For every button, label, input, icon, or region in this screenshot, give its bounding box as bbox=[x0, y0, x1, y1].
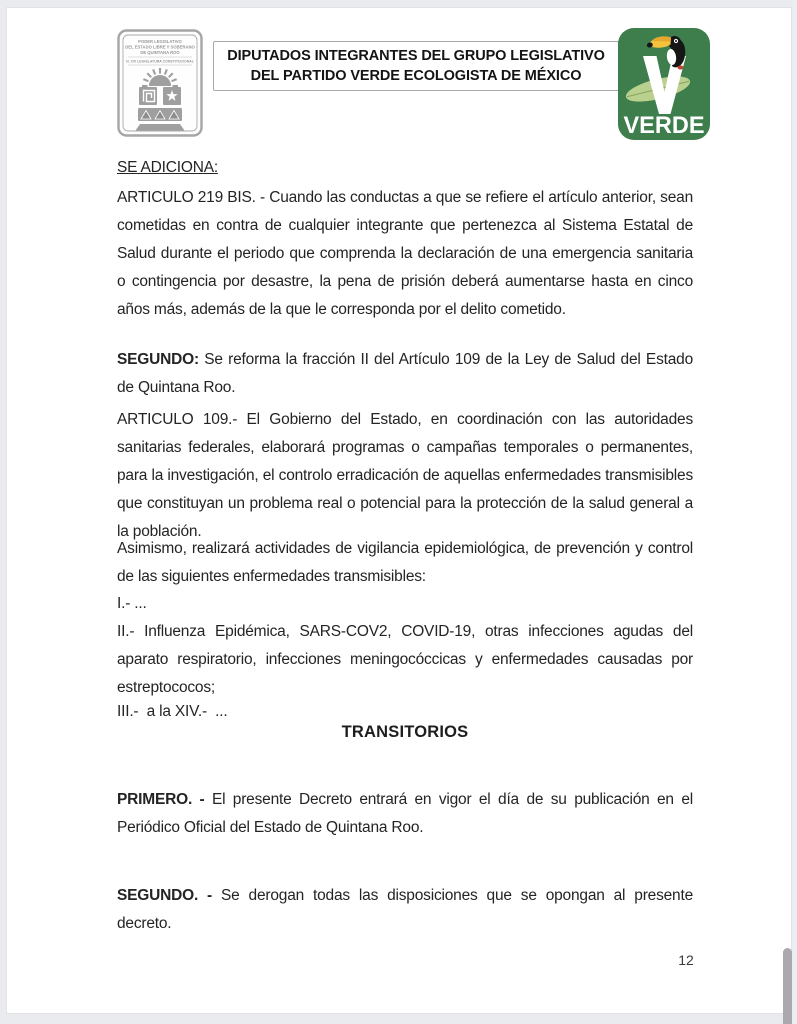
header-title-line1: DIPUTADOS INTEGRANTES DEL GRUPO LEGISLATIVO bbox=[227, 48, 605, 64]
verde-party-logo bbox=[618, 28, 710, 140]
seal-text-line3: DE QUINTANA ROO bbox=[140, 50, 180, 55]
seal-text-line1: PODER LEGISLATIVO bbox=[138, 39, 182, 44]
header-title-box bbox=[213, 41, 619, 91]
verde-wordmark: VERDE bbox=[623, 112, 705, 139]
asimismo-paragraph: Asimismo, realizará actividades de vigilancia epidemiológica, de prevención y control de las siguientes enfermedades transmisibles: bbox=[117, 540, 693, 585]
fraccion-2-item: II.- Influenza Epidémica, SARS-COV2, COVID-19, otras infecciones agudas del aparato respiratorio, infecciones meningocóccicas y enfermedades causadas por estreptococos; bbox=[117, 623, 693, 696]
transitorio-segundo-paragraph bbox=[117, 882, 693, 938]
segundo-reforma-paragraph bbox=[117, 346, 693, 402]
articulo-109-paragraph: ARTICULO 109.- El Gobierno del Estado, en coordinación con las autoridades sanitarias federales, elaborará programas o campañas temporales o permanentes, para la investigación, el controlo erradicación de aquellas enfermedades transmisibles que constituyan un problema real o potencial para la protección de la salud general a la población. bbox=[117, 411, 693, 540]
page-number: 12 bbox=[678, 952, 694, 968]
seal-text-line4: H. XVI LEGISLATURA CONSTITUCIONAL bbox=[126, 59, 194, 64]
transitorio-primero-label: PRIMERO. - bbox=[117, 791, 205, 808]
scrollbar-thumb[interactable] bbox=[783, 948, 792, 1024]
transitorio-primero-paragraph bbox=[117, 786, 693, 842]
legislature-seal bbox=[117, 29, 203, 137]
seal-triangles-band bbox=[138, 108, 182, 121]
se-adiciona-heading bbox=[117, 154, 693, 182]
se-adiciona-text: SE ADICIONA: bbox=[117, 159, 218, 176]
transitorios-heading: TRANSITORIOS bbox=[341, 723, 469, 741]
seal-text-line2: DEL ESTADO LIBRE Y SOBERANO bbox=[125, 44, 195, 50]
seal-star-icon bbox=[163, 87, 181, 105]
articulo-219-paragraph: ARTICULO 219 BIS. - Cuando las conductas a que se refiere el artículo anterior, sean cometidas en contra de cualquier integrante que pertenezca al Sistema Estatal de Salud durante el periodo que comprenda la declaración de una emergencia sanitaria o contingencia por desastre, la pena de prisión deberá aumentarse hasta en cinco años más, además de la que le corresponda por el delito cometido. bbox=[117, 189, 693, 318]
scrollbar-track[interactable] bbox=[792, 0, 797, 1024]
seal-snail-icon bbox=[139, 87, 157, 105]
segundo-reforma-label: SEGUNDO: bbox=[117, 351, 199, 368]
fraccion-1-item: I.- ... bbox=[117, 595, 147, 612]
seal-base-shape bbox=[136, 124, 185, 131]
transitorio-segundo-label: SEGUNDO. - bbox=[117, 887, 213, 904]
fraccion-3-item: III.- a la XIV.- ... bbox=[117, 703, 228, 720]
segundo-reforma-text: Se reforma la fracción II del Artículo 109 de la Ley de Salud del Estado de Quintana Roo. bbox=[117, 351, 693, 396]
transitorio-segundo-text: Se derogan todas las disposiciones que se opongan al presente decreto. bbox=[117, 887, 694, 932]
transitorio-primero-text: El presente Decreto entrará en vigor el día de su publicación en el Periódico Oficial del Estado de Quintana Roo. bbox=[117, 791, 693, 836]
header-title-line2: DEL PARTIDO VERDE ECOLOGISTA DE MÉXICO bbox=[250, 68, 582, 84]
document-page bbox=[6, 7, 792, 1014]
